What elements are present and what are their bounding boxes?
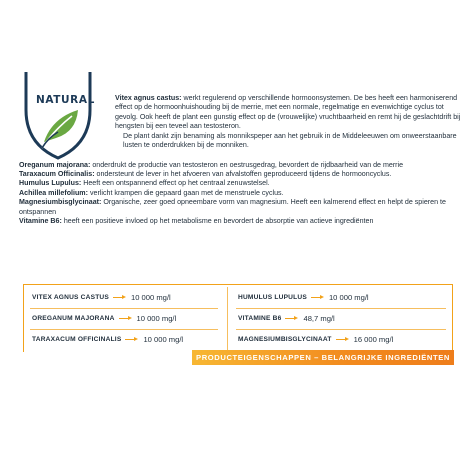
achillea-name: Achillea millefolium: xyxy=(19,188,88,197)
arrow-right-icon xyxy=(336,337,350,342)
natural-badge xyxy=(12,70,104,162)
ingredient-value: 48,7 mg/l xyxy=(303,313,335,323)
ingredient-descriptions xyxy=(115,94,467,150)
vitamine-b6-name: Vitamine B6: xyxy=(19,216,62,225)
table-column-divider xyxy=(227,287,228,353)
oregano-description xyxy=(19,161,467,170)
badge-shield-outline xyxy=(26,72,90,158)
oregano-name: Oreganum majorana: xyxy=(19,160,91,169)
ingredient-name: HUMULUS LUPULUS xyxy=(238,293,307,301)
magnesium-name: Magnesiumbisglycinaat: xyxy=(19,198,102,207)
ingredient-cell xyxy=(238,329,393,349)
arrow-right-icon xyxy=(311,295,325,300)
vitex-name: Vitex agnus castus: xyxy=(115,94,182,102)
ingredient-cell xyxy=(32,308,176,328)
ingredient-value: 10 000 mg/l xyxy=(143,334,184,344)
vitex-text: werkt regulerend op verschillende hormoonsystemen. De bes heeft een harmoniserend effect op de hormoonhuishouding bij de merrie, met een normale, regelmatige en evenwichtige cyclus tot gevolg. Ook heeft de plant een gunstig effect op de (vrouwelijke) vruchtbaarheid en remt hij de geslachtdrift bij hengsten bij een teveel aan testosteron. xyxy=(115,94,461,131)
taraxacum-name: Taraxacum Officinalis: xyxy=(19,169,95,178)
humulus-text: Heeft een ontspannend effect op het centraal zenuwstelsel. xyxy=(81,179,270,188)
ingredient-value: 16 000 mg/l xyxy=(353,334,394,344)
vitex-text-2: De plant dankt zijn benaming als monnikspeper aan het gebruik in de Middeleeuwen om onweerstaanbare lusten te onderdrukken bij de monniken. xyxy=(123,131,457,150)
ingredient-name: TARAXACUM OFFICINALIS xyxy=(32,335,122,343)
arrow-right-icon xyxy=(125,337,139,342)
humulus-name: Humulus Lupulus: xyxy=(19,179,82,188)
ingredient-value: 10 000 mg/l xyxy=(136,313,177,323)
ingredient-name: VITAMINE B6 xyxy=(238,314,282,322)
vitex-description xyxy=(115,94,467,132)
product-properties-banner xyxy=(192,350,454,365)
ingredient-cell xyxy=(32,329,183,349)
humulus-description xyxy=(19,179,467,188)
vitamine-b6-text: heeft een positieve invloed op het metabolisme en bevordert de absorptie van actieve ingrediënten xyxy=(61,216,374,225)
arrow-right-icon xyxy=(113,295,127,300)
achillea-text: verlicht krampen die gepaard gaan met de menstruele cyclus. xyxy=(87,188,284,197)
ingredient-cell xyxy=(238,287,369,307)
oregano-text: onderdrukt de productie van testosteron en oestrusgedrag, bevordert de rijdbaarheid van de merrie xyxy=(90,160,404,169)
badge-label: NATURAL xyxy=(36,94,95,106)
achillea-description xyxy=(19,189,467,198)
vitamine-b6-description xyxy=(19,217,467,226)
ingredient-cell xyxy=(32,287,171,307)
magnesium-text: Organische, zeer goed opneembare vorm van magnesium. Heeft een kalmerend effect en helpt de spieren te ontspannen xyxy=(19,198,446,216)
ingredient-descriptions-full xyxy=(19,151,467,160)
ingredient-cell xyxy=(238,308,335,328)
leaf-icon xyxy=(42,110,78,148)
taraxacum-description xyxy=(19,170,467,179)
ingredient-value: 10 000 mg/l xyxy=(131,292,171,302)
taraxacum-text: ondersteunt de lever in het afvoeren van afvalstoffen geproduceerd tijdens de hormooncyclus. xyxy=(94,169,392,178)
ingredient-name: OREGANUM MAJORANA xyxy=(32,314,115,322)
ingredients-table xyxy=(23,284,453,352)
ingredient-descriptions-lower xyxy=(19,161,467,227)
arrow-right-icon xyxy=(119,316,133,321)
ingredient-name: VITEX AGNUS CASTUS xyxy=(32,293,109,301)
magnesium-description xyxy=(19,198,467,217)
arrow-right-icon xyxy=(285,316,299,321)
ingredient-name: MAGNESIUMBISGLYCINAAT xyxy=(238,335,332,343)
banner-title: PRODUCTEIGENSCHAPPEN – BELANGRIJKE INGREDIËNTEN xyxy=(196,353,450,362)
ingredient-value: 10 000 mg/l xyxy=(328,292,369,302)
vitex-description-2 xyxy=(115,132,467,151)
